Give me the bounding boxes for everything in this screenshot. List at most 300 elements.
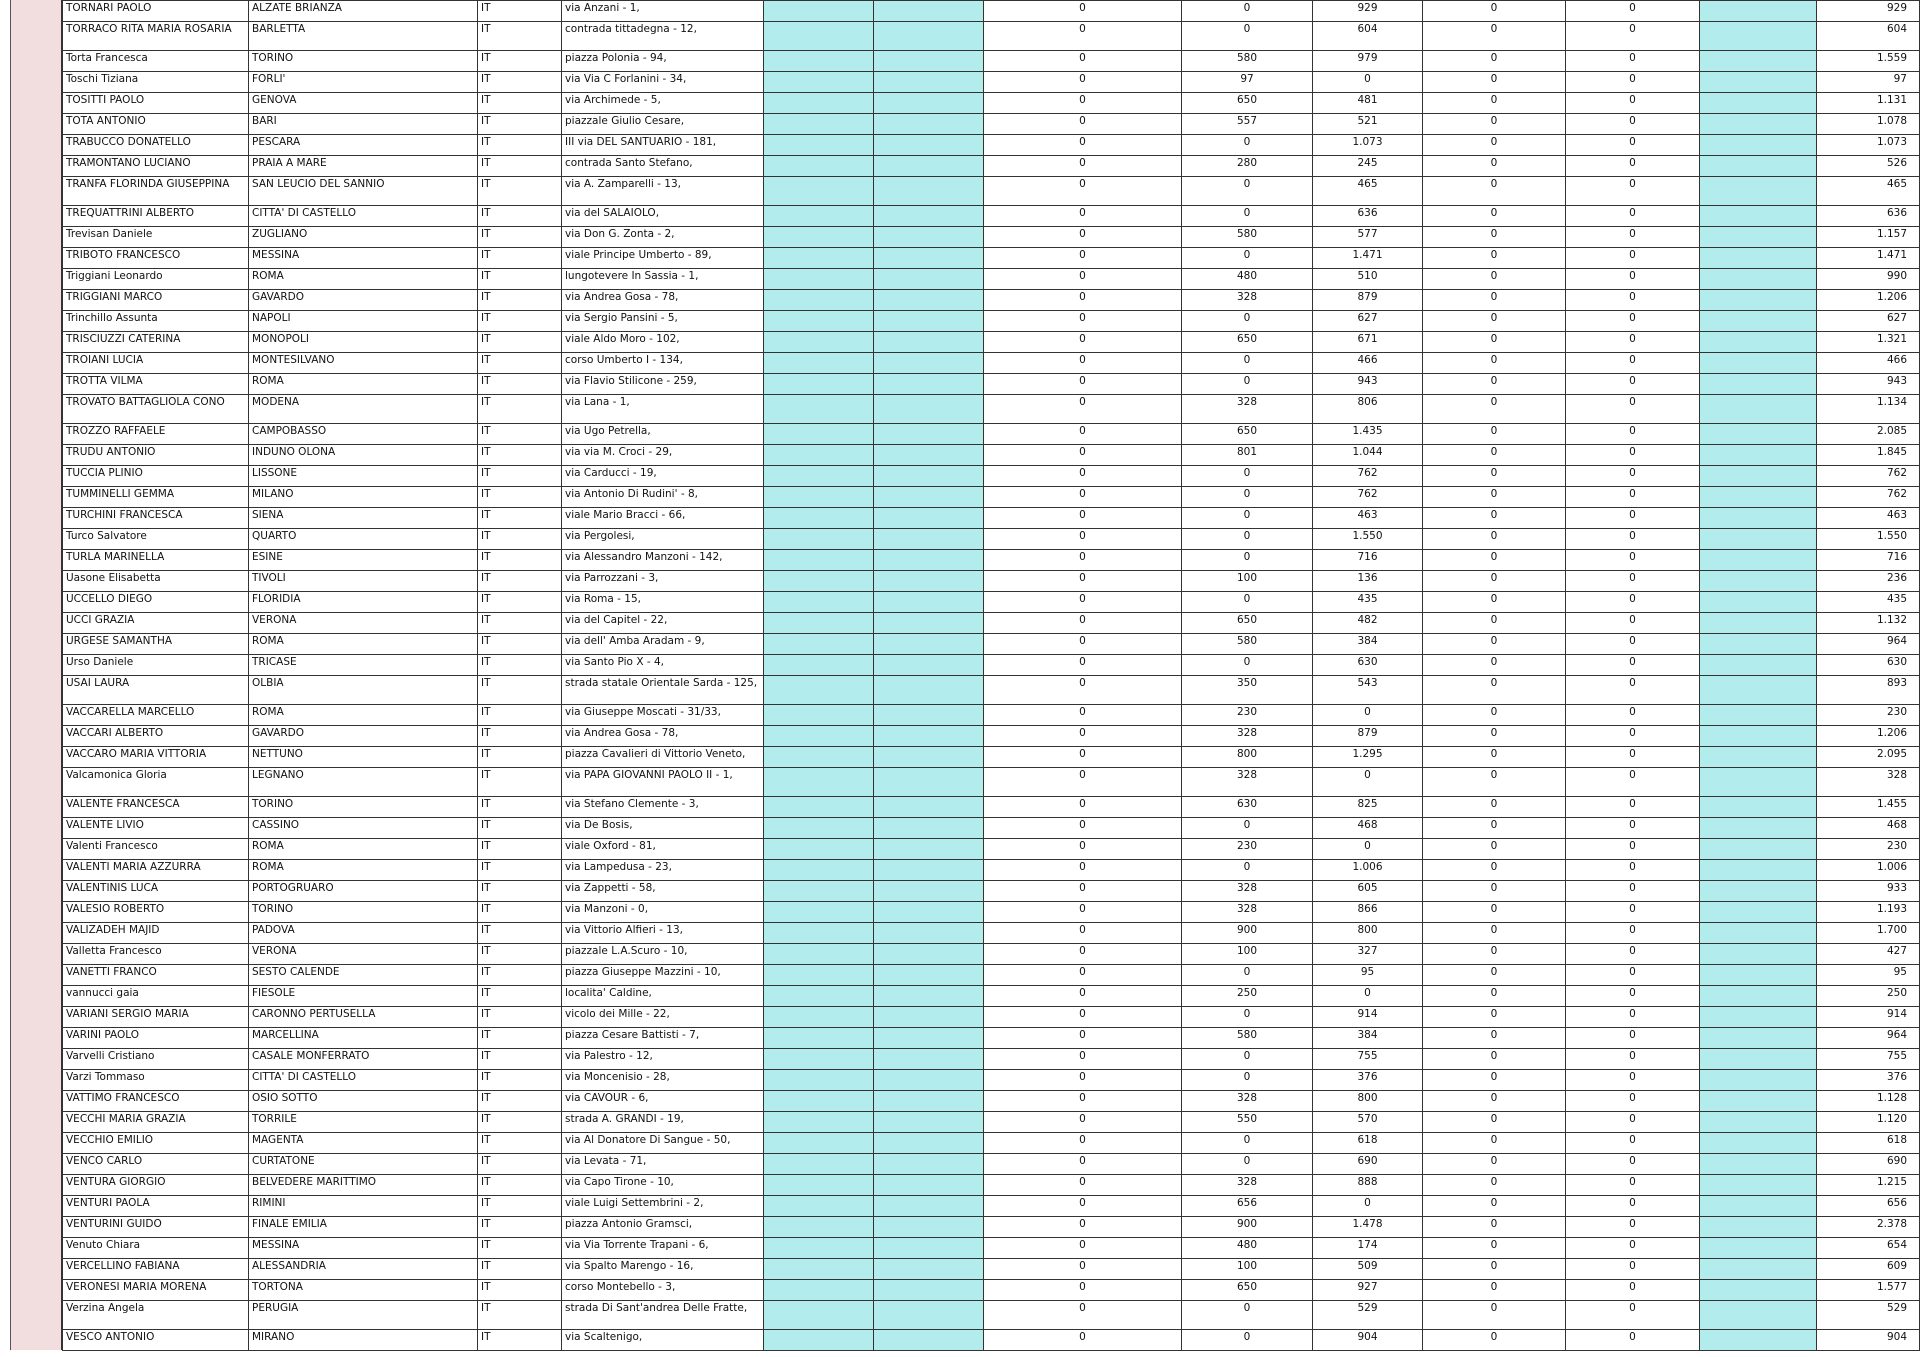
country-cell: IT [478,881,562,902]
city-cell: GAVARDO [249,290,478,311]
table-row [63,839,1920,860]
highlight-cell [874,1280,984,1301]
table-row [63,797,1920,818]
highlight-cell [764,269,874,290]
city-cell: TORRILE [249,1112,478,1133]
value-cell: 0 [1182,1133,1313,1154]
country-cell: IT [478,634,562,655]
value-cell: 463 [1313,508,1423,529]
highlight-cell [874,177,984,206]
country-cell: IT [478,1154,562,1175]
country-cell: IT [478,965,562,986]
highlight-cell [874,1091,984,1112]
value-cell: 0 [1566,550,1700,571]
table-row [63,248,1920,269]
address-cell: via Andrea Gosa - 78, [562,726,764,747]
country-cell: IT [478,1133,562,1154]
highlight-cell [764,902,874,923]
value-cell: 136 [1313,571,1423,592]
total-cell: 690 [1817,1154,1920,1175]
value-cell: 509 [1313,1259,1423,1280]
city-cell: FINALE EMILIA [249,1217,478,1238]
value-cell: 755 [1313,1049,1423,1070]
value-cell: 0 [984,529,1182,550]
total-cell: 929 [1817,1,1920,22]
value-cell: 0 [1423,1330,1566,1351]
value-cell: 0 [984,93,1182,114]
highlight-cell [874,923,984,944]
country-cell: IT [478,529,562,550]
value-cell: 888 [1313,1175,1423,1196]
highlight-cell [764,353,874,374]
value-cell: 0 [1566,797,1700,818]
value-cell: 328 [1182,290,1313,311]
country-cell: IT [478,135,562,156]
address-cell: via Moncenisio - 28, [562,1070,764,1091]
highlight-cell [764,1049,874,1070]
address-cell: via Flavio Stilicone - 259, [562,374,764,395]
name-cell: Turco Salvatore [63,529,249,550]
highlight-cell [1700,881,1817,902]
table-row [63,93,1920,114]
value-cell: 230 [1182,839,1313,860]
value-cell: 0 [1182,655,1313,676]
total-cell: 964 [1817,1028,1920,1049]
name-cell: VALIZADEH MAJID [63,923,249,944]
city-cell: ROMA [249,269,478,290]
value-cell: 0 [1423,508,1566,529]
highlight-cell [764,1007,874,1028]
country-cell: IT [478,177,562,206]
total-cell: 230 [1817,839,1920,860]
highlight-cell [874,466,984,487]
value-cell: 0 [984,881,1182,902]
highlight-cell [764,965,874,986]
address-cell: via CAVOUR - 6, [562,1091,764,1112]
highlight-cell [1700,768,1817,797]
name-cell: Varzi Tommaso [63,1070,249,1091]
total-cell: 2.095 [1817,747,1920,768]
city-cell: MESSINA [249,1238,478,1259]
name-cell: TURCHINI FRANCESCA [63,508,249,529]
address-cell: viale Mario Bracci - 66, [562,508,764,529]
value-cell: 0 [984,986,1182,1007]
value-cell: 0 [984,747,1182,768]
name-cell: Urso Daniele [63,655,249,676]
highlight-cell [1700,726,1817,747]
address-cell: via Parrozzani - 3, [562,571,764,592]
value-cell: 0 [1566,248,1700,269]
country-cell: IT [478,944,562,965]
total-cell: 97 [1817,72,1920,93]
value-cell: 0 [1423,768,1566,797]
total-cell: 230 [1817,705,1920,726]
country-cell: IT [478,550,562,571]
value-cell: 0 [984,1259,1182,1280]
value-cell: 0 [984,923,1182,944]
value-cell: 0 [1182,1049,1313,1070]
total-cell: 2.085 [1817,424,1920,445]
highlight-cell [1700,22,1817,51]
highlight-cell [1700,332,1817,353]
address-cell: contrada Santo Stefano, [562,156,764,177]
value-cell: 879 [1313,290,1423,311]
highlight-cell [874,206,984,227]
value-cell: 0 [984,1330,1182,1351]
country-cell: IT [478,395,562,424]
city-cell: SESTO CALENDE [249,965,478,986]
total-cell: 427 [1817,944,1920,965]
value-cell: 0 [1566,839,1700,860]
city-cell: NETTUNO [249,747,478,768]
name-cell: TRISCIUZZI CATERINA [63,332,249,353]
city-cell: MODENA [249,395,478,424]
value-cell: 250 [1182,986,1313,1007]
total-cell: 1.577 [1817,1280,1920,1301]
value-cell: 0 [1423,72,1566,93]
name-cell: VACCARO MARIA VITTORIA [63,747,249,768]
value-cell: 0 [1566,1091,1700,1112]
highlight-cell [764,860,874,881]
address-cell: via del Capitel - 22, [562,613,764,634]
highlight-cell [874,1238,984,1259]
value-cell: 328 [1182,902,1313,923]
name-cell: VECCHIO EMILIO [63,1133,249,1154]
address-cell: piazza Antonio Gramsci, [562,1217,764,1238]
highlight-cell [1700,1112,1817,1133]
highlight-cell [1700,1154,1817,1175]
highlight-cell [1700,311,1817,332]
value-cell: 0 [1423,797,1566,818]
value-cell: 0 [984,1028,1182,1049]
value-cell: 0 [1566,445,1700,466]
highlight-cell [874,965,984,986]
value-cell: 0 [984,1217,1182,1238]
highlight-cell [874,1217,984,1238]
value-cell: 806 [1313,395,1423,424]
city-cell: TRICASE [249,655,478,676]
table-row [63,290,1920,311]
country-cell: IT [478,1091,562,1112]
value-cell: 0 [1566,881,1700,902]
total-cell: 1.128 [1817,1091,1920,1112]
address-cell: viale Oxford - 81, [562,839,764,860]
highlight-cell [764,1301,874,1330]
country-cell: IT [478,374,562,395]
highlight-cell [764,923,874,944]
name-cell: Venuto Chiara [63,1238,249,1259]
table-row [63,466,1920,487]
name-cell: VALESIO ROBERTO [63,902,249,923]
name-cell: VESCO ANTONIO [63,1330,249,1351]
country-cell: IT [478,311,562,332]
city-cell: TORINO [249,797,478,818]
city-cell: VERONA [249,944,478,965]
value-cell: 245 [1313,156,1423,177]
city-cell: ROMA [249,860,478,881]
city-cell: MILANO [249,487,478,508]
highlight-cell [874,445,984,466]
value-cell: 328 [1182,395,1313,424]
total-cell: 95 [1817,965,1920,986]
value-cell: 0 [1566,508,1700,529]
highlight-cell [764,1,874,22]
highlight-cell [1700,248,1817,269]
table-row [63,1133,1920,1154]
country-cell: IT [478,487,562,508]
highlight-cell [1700,177,1817,206]
total-cell: 526 [1817,156,1920,177]
address-cell: corso Umberto I - 134, [562,353,764,374]
value-cell: 0 [1182,1301,1313,1330]
value-cell: 0 [1566,227,1700,248]
highlight-cell [1700,1280,1817,1301]
value-cell: 1.073 [1313,135,1423,156]
value-cell: 0 [1423,529,1566,550]
value-cell: 521 [1313,114,1423,135]
city-cell: PESCARA [249,135,478,156]
total-cell: 604 [1817,22,1920,51]
address-cell: via Carducci - 19, [562,466,764,487]
address-cell: via Sergio Pansini - 5, [562,311,764,332]
total-cell: 463 [1817,508,1920,529]
city-cell: CITTA' DI CASTELLO [249,206,478,227]
value-cell: 0 [1566,395,1700,424]
highlight-cell [874,747,984,768]
country-cell: IT [478,1280,562,1301]
value-cell: 0 [1423,1238,1566,1259]
value-cell: 0 [984,965,1182,986]
highlight-cell [764,676,874,705]
highlight-cell [1700,1007,1817,1028]
country-cell: IT [478,1112,562,1133]
total-cell: 904 [1817,1330,1920,1351]
name-cell: VALENTE FRANCESCA [63,797,249,818]
country-cell: IT [478,1196,562,1217]
value-cell: 0 [1313,1196,1423,1217]
value-cell: 0 [1423,944,1566,965]
value-cell: 0 [1423,705,1566,726]
country-cell: IT [478,1007,562,1028]
value-cell: 0 [1423,1196,1566,1217]
highlight-cell [764,227,874,248]
total-cell: 1.120 [1817,1112,1920,1133]
total-cell: 1.206 [1817,290,1920,311]
value-cell: 0 [1423,839,1566,860]
value-cell: 0 [1423,676,1566,705]
value-cell: 0 [1182,1,1313,22]
value-cell: 0 [1566,1154,1700,1175]
value-cell: 0 [984,1,1182,22]
city-cell: BELVEDERE MARITTIMO [249,1175,478,1196]
highlight-cell [764,22,874,51]
table-row [63,1330,1920,1351]
value-cell: 0 [1423,424,1566,445]
value-cell: 0 [1423,571,1566,592]
highlight-cell [1700,747,1817,768]
city-cell: TORINO [249,51,478,72]
name-cell: VECCHI MARIA GRAZIA [63,1112,249,1133]
address-cell: via Zappetti - 58, [562,881,764,902]
name-cell: Valcamonica Gloria [63,768,249,797]
highlight-cell [1700,986,1817,1007]
city-cell: ALZATE BRIANZA [249,1,478,22]
highlight-cell [764,747,874,768]
value-cell: 384 [1313,634,1423,655]
value-cell: 0 [1566,93,1700,114]
city-cell: TORTONA [249,1280,478,1301]
city-cell: CARONNO PERTUSELLA [249,1007,478,1028]
address-cell: viale Luigi Settembrini - 2, [562,1196,764,1217]
highlight-cell [764,51,874,72]
country-cell: IT [478,860,562,881]
name-cell: Verzina Angela [63,1301,249,1330]
city-cell: QUARTO [249,529,478,550]
value-cell: 328 [1182,1091,1313,1112]
value-cell: 0 [1423,227,1566,248]
country-cell: IT [478,571,562,592]
name-cell: Trevisan Daniele [63,227,249,248]
total-cell: 250 [1817,986,1920,1007]
city-cell: FIESOLE [249,986,478,1007]
highlight-cell [1700,156,1817,177]
value-cell: 0 [984,655,1182,676]
table-row [63,374,1920,395]
highlight-cell [764,445,874,466]
value-cell: 630 [1182,797,1313,818]
value-cell: 543 [1313,676,1423,705]
value-cell: 328 [1182,726,1313,747]
country-cell: IT [478,839,562,860]
total-cell: 1.193 [1817,902,1920,923]
value-cell: 0 [1566,1133,1700,1154]
value-cell: 801 [1182,445,1313,466]
country-cell: IT [478,1217,562,1238]
name-cell: TOSITTI PAOLO [63,93,249,114]
highlight-cell [1700,72,1817,93]
country-cell: IT [478,114,562,135]
highlight-cell [1700,1070,1817,1091]
total-cell: 716 [1817,550,1920,571]
value-cell: 0 [1566,51,1700,72]
highlight-cell [1700,1175,1817,1196]
address-cell: via Antonio Di Rudini' - 8, [562,487,764,508]
value-cell: 0 [1423,487,1566,508]
city-cell: CAMPOBASSO [249,424,478,445]
value-cell: 0 [984,1196,1182,1217]
value-cell: 0 [1423,135,1566,156]
highlight-cell [874,1154,984,1175]
value-cell: 0 [1566,965,1700,986]
highlight-cell [764,206,874,227]
value-cell: 435 [1313,592,1423,613]
address-cell: piazza Cavalieri di Vittorio Veneto, [562,747,764,768]
value-cell: 0 [1423,1028,1566,1049]
name-cell: TRIBOTO FRANCESCO [63,248,249,269]
recipients-table [62,0,1920,1351]
value-cell: 656 [1182,1196,1313,1217]
total-cell: 1.157 [1817,227,1920,248]
value-cell: 0 [1182,1007,1313,1028]
city-cell: ROMA [249,634,478,655]
total-cell: 1.073 [1817,135,1920,156]
value-cell: 100 [1182,944,1313,965]
value-cell: 671 [1313,332,1423,353]
value-cell: 0 [1313,705,1423,726]
highlight-cell [764,944,874,965]
value-cell: 0 [1566,424,1700,445]
name-cell: VARIANI SERGIO MARIA [63,1007,249,1028]
table-row [63,1028,1920,1049]
address-cell: via Roma - 15, [562,592,764,613]
highlight-cell [764,1238,874,1259]
value-cell: 97 [1182,72,1313,93]
value-cell: 0 [1566,466,1700,487]
value-cell: 800 [1313,1091,1423,1112]
city-cell: CURTATONE [249,1154,478,1175]
address-cell: via Giuseppe Moscati - 31/33, [562,705,764,726]
address-cell: localita' Caldine, [562,986,764,1007]
name-cell: VENTURINI GUIDO [63,1217,249,1238]
highlight-cell [874,571,984,592]
address-cell: strada A. GRANDI - 19, [562,1112,764,1133]
value-cell: 570 [1313,1112,1423,1133]
highlight-cell [1700,269,1817,290]
value-cell: 0 [1423,818,1566,839]
total-cell: 990 [1817,269,1920,290]
highlight-cell [764,705,874,726]
value-cell: 0 [1566,902,1700,923]
table-row [63,1259,1920,1280]
value-cell: 0 [1566,986,1700,1007]
highlight-cell [874,881,984,902]
name-cell: VARINI PAOLO [63,1028,249,1049]
highlight-cell [874,290,984,311]
highlight-cell [764,1133,874,1154]
total-cell: 1.471 [1817,248,1920,269]
total-cell: 1.132 [1817,613,1920,634]
address-cell: via Levata - 71, [562,1154,764,1175]
value-cell: 0 [1566,1238,1700,1259]
city-cell: FORLI' [249,72,478,93]
total-cell: 762 [1817,466,1920,487]
value-cell: 0 [1423,1217,1566,1238]
highlight-cell [764,655,874,676]
value-cell: 0 [984,290,1182,311]
city-cell: LISSONE [249,466,478,487]
value-cell: 0 [1423,923,1566,944]
value-cell: 0 [1423,965,1566,986]
city-cell: MAGENTA [249,1133,478,1154]
address-cell: strada Di Sant'andrea Delle Fratte, [562,1301,764,1330]
table-row [63,923,1920,944]
value-cell: 914 [1313,1007,1423,1028]
address-cell: piazzale Giulio Cesare, [562,114,764,135]
value-cell: 0 [1566,206,1700,227]
name-cell: TOTA ANTONIO [63,114,249,135]
value-cell: 0 [984,839,1182,860]
value-cell: 0 [984,592,1182,613]
table-row [63,22,1920,51]
highlight-cell [874,114,984,135]
table-row [63,156,1920,177]
value-cell: 0 [1423,311,1566,332]
value-cell: 1.435 [1313,424,1423,445]
value-cell: 0 [1423,206,1566,227]
value-cell: 943 [1313,374,1423,395]
city-cell: MIRANO [249,1330,478,1351]
value-cell: 466 [1313,353,1423,374]
